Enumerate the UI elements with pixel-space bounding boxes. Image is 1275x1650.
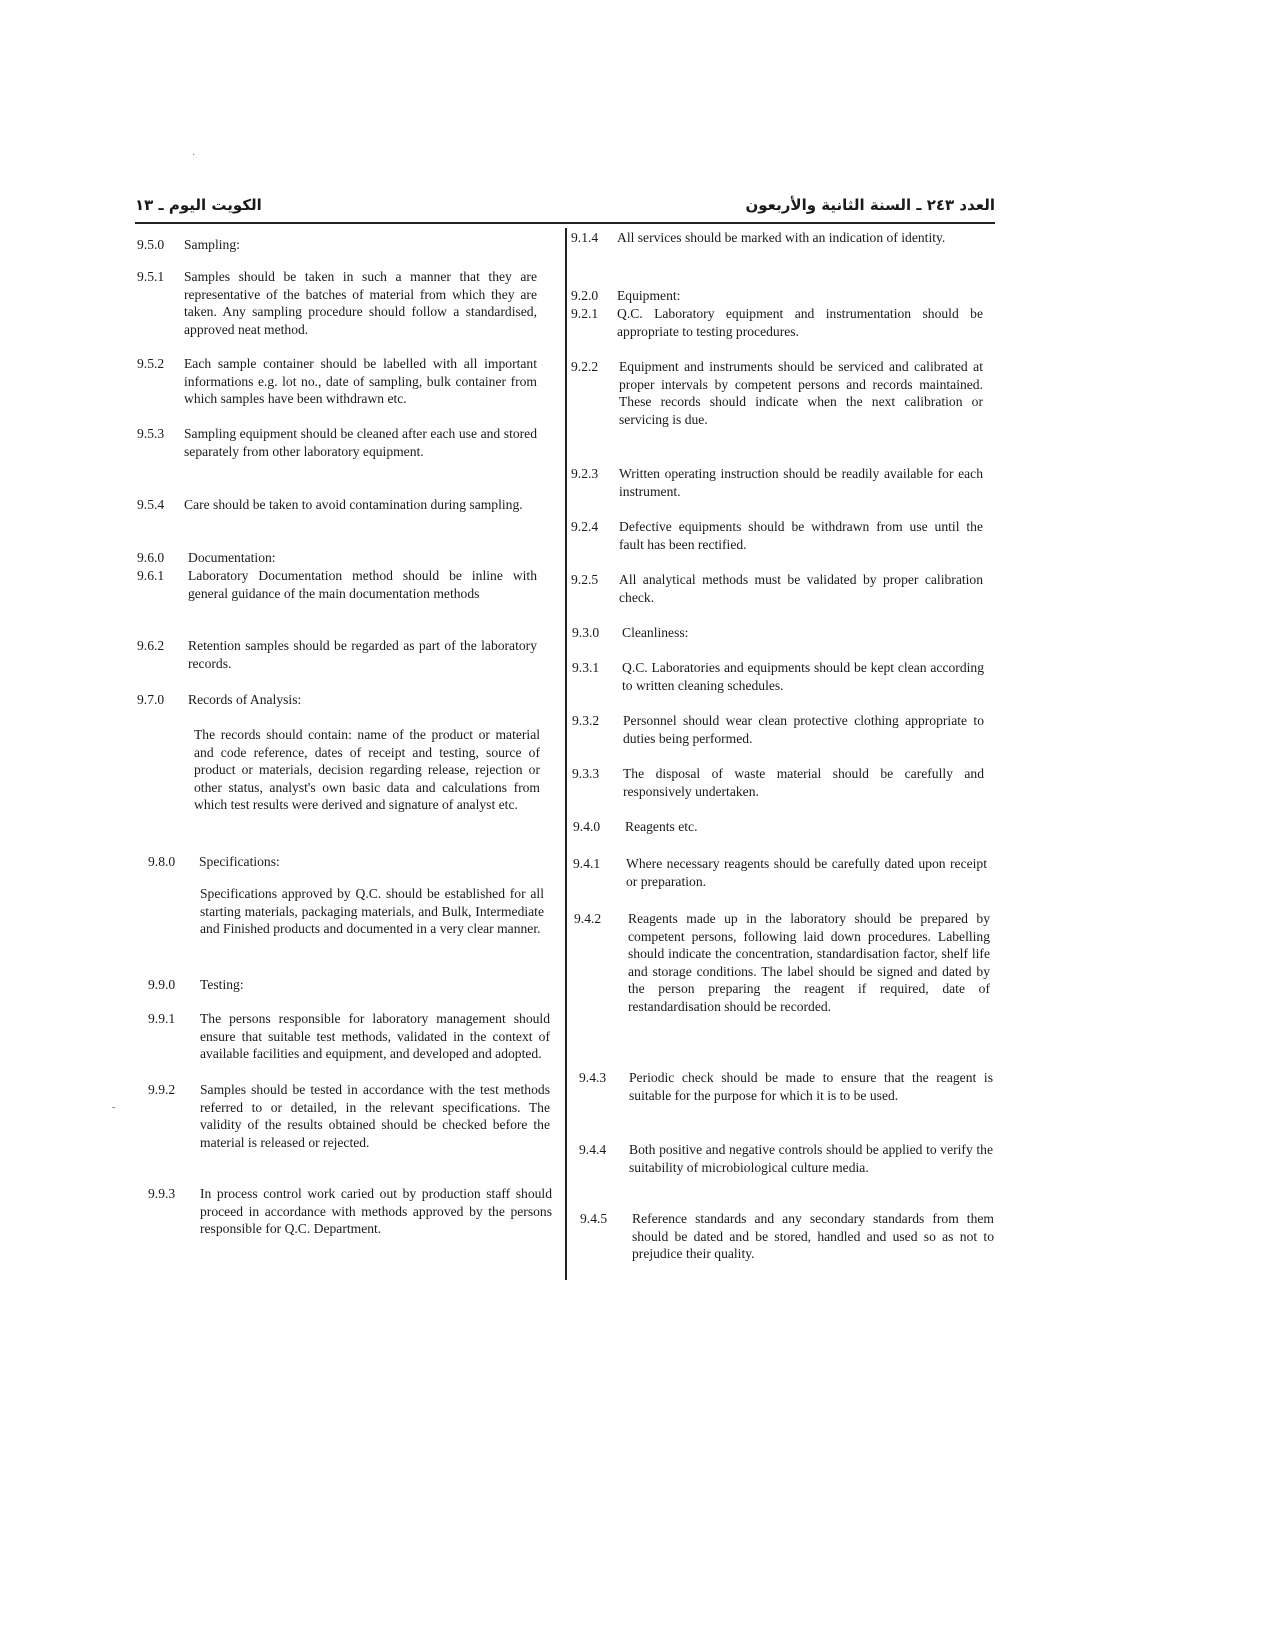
- section-number: 9.4.0: [573, 819, 601, 834]
- section-text: Q.C. Laboratory equipment and instrumentation should be appropriate to testing procedures.: [617, 306, 983, 339]
- section-text: All analytical methods must be validated by proper calibration check.: [619, 572, 983, 605]
- section-text: All services should be marked with an indication of identity.: [617, 230, 946, 245]
- section-text: Specifications approved by Q.C. should be established for all starting materials, packaging materials, and Bulk, Intermediate and Finished products and documented in a very clear manner.: [200, 886, 544, 937]
- section-text: Care should be taken to avoid contamination during sampling.: [184, 497, 523, 512]
- section-number: 9.3.3: [572, 766, 600, 781]
- section-text: The persons responsible for laboratory management should ensure that suitable test methods, validated in the context of available facilities and equipment, and developed and adopted.: [200, 1011, 550, 1062]
- section-number: 9.6.0: [137, 550, 165, 565]
- section-number: 9.2.5: [571, 572, 599, 587]
- section-text: Documentation:: [188, 550, 276, 565]
- section-number: 9.3.1: [572, 660, 600, 675]
- section-number: 9.6.2: [137, 638, 165, 653]
- header-rule: [135, 222, 995, 224]
- section-number: 9.4.2: [574, 911, 602, 926]
- section-number: 9.7.0: [137, 692, 165, 707]
- section-number: 9.2.3: [571, 466, 599, 481]
- section-number: 9.4.5: [580, 1211, 608, 1226]
- section-text: Equipment and instruments should be serviced and calibrated at proper intervals by competent persons and records maintained. These records should indicate when the next calibration or servicing is due.: [619, 359, 983, 427]
- section-text: The disposal of waste material should be carefully and responsively undertaken.: [623, 766, 984, 799]
- section-number: 9.2.1: [571, 306, 599, 321]
- section-text: Testing:: [200, 977, 244, 992]
- section-text: Personnel should wear clean protective clothing appropriate to duties being performed.: [623, 713, 984, 746]
- section-number: 9.4.3: [579, 1070, 607, 1085]
- section-text: In process control work caried out by production staff should proceed in accordance with methods approved by the persons responsible for Q.C. Department.: [200, 1186, 552, 1237]
- section-text: Both positive and negative controls should be applied to verify the suitability of microbiological culture media.: [629, 1142, 993, 1175]
- section-number: 9.5.2: [137, 356, 165, 371]
- section-number: 9.9.0: [148, 977, 176, 992]
- section-text: Reference standards and any secondary standards from them should be dated and be stored, handled and used so as not to prejudice their quality.: [632, 1211, 994, 1262]
- section-number: 9.5.0: [137, 237, 165, 252]
- section-text: Where necessary reagents should be carefully dated upon receipt or preparation.: [626, 856, 987, 889]
- column-divider: [565, 228, 567, 1280]
- section-text: Sampling equipment should be cleaned after each use and stored separately from other laboratory equipment.: [184, 426, 537, 459]
- section-number: 9.8.0: [148, 854, 176, 869]
- section-number: 9.9.1: [148, 1011, 176, 1026]
- section-text: Q.C. Laboratories and equipments should be kept clean according to written cleaning schedules.: [622, 660, 984, 693]
- section-number: 9.1.4: [571, 230, 599, 245]
- section-text: Specifications:: [199, 854, 280, 869]
- scan-speck: -: [112, 1102, 116, 1113]
- section-text: Equipment:: [617, 288, 681, 303]
- section-number: 9.9.2: [148, 1082, 176, 1097]
- page-header: [135, 196, 995, 220]
- section-text: Each sample container should be labelled with all important informations e.g. lot no., date of sampling, bulk container from which samples have been withdrawn etc.: [184, 356, 537, 407]
- header-page-label: الكويت اليوم ـ ١٣: [135, 196, 262, 214]
- section-text: Reagents made up in the laboratory should be prepared by competent persons, following laid down procedures. Labelling should indicate the concentration, standardisation factor, shelf life and storage conditions. The label should be signed and dated by the person preparing the reagent if required, date of restandardisation should be recorded.: [628, 911, 990, 1014]
- section-number: 9.3.2: [572, 713, 600, 728]
- section-text: Sampling:: [184, 237, 240, 252]
- section-text: Records of Analysis:: [188, 692, 302, 707]
- section-number: 9.6.1: [137, 568, 165, 583]
- section-text: Written operating instruction should be readily available for each instrument.: [619, 466, 983, 499]
- section-text: Periodic check should be made to ensure that the reagent is suitable for the purpose for which it is to be used.: [629, 1070, 993, 1103]
- section-number: 9.4.4: [579, 1142, 607, 1157]
- section-text: Defective equipments should be withdrawn from use until the fault has been rectified.: [619, 519, 983, 552]
- section-number: 9.9.3: [148, 1186, 176, 1201]
- section-text: The records should contain: name of the product or material and code reference, dates of receipt and testing, source of product or materials, decision regarding release, rejection or other status, analyst's own basic data and calculations from which test results were derived and signature of analyst etc.: [194, 727, 540, 813]
- section-number: 9.3.0: [572, 625, 600, 640]
- section-text: Reagents etc.: [625, 819, 698, 834]
- section-number: 9.5.4: [137, 497, 165, 512]
- section-text: Cleanliness:: [622, 625, 689, 640]
- section-text: Retention samples should be regarded as part of the laboratory records.: [188, 638, 537, 671]
- section-number: 9.2.0: [571, 288, 599, 303]
- section-text: Laboratory Documentation method should be inline with general guidance of the main documentation methods: [188, 568, 537, 601]
- header-issue-label: العدد ٢٤٣ ـ السنة الثانية والأربعون: [745, 196, 995, 214]
- section-number: 9.4.1: [573, 856, 601, 871]
- scan-speck: ·: [192, 150, 196, 161]
- section-number: 9.5.1: [137, 269, 165, 284]
- section-number: 9.5.3: [137, 426, 165, 441]
- section-text: Samples should be tested in accordance with the test methods referred to or detailed, in the relevant specifications. The validity of the results obtained should be checked before the material is released or rejected.: [200, 1082, 550, 1150]
- section-text: Samples should be taken in such a manner that they are representative of the batches of material from which they are taken. Any sampling procedure should follow a standardised, approved neat method.: [184, 269, 537, 337]
- section-number: 9.2.2: [571, 359, 599, 374]
- section-number: 9.2.4: [571, 519, 599, 534]
